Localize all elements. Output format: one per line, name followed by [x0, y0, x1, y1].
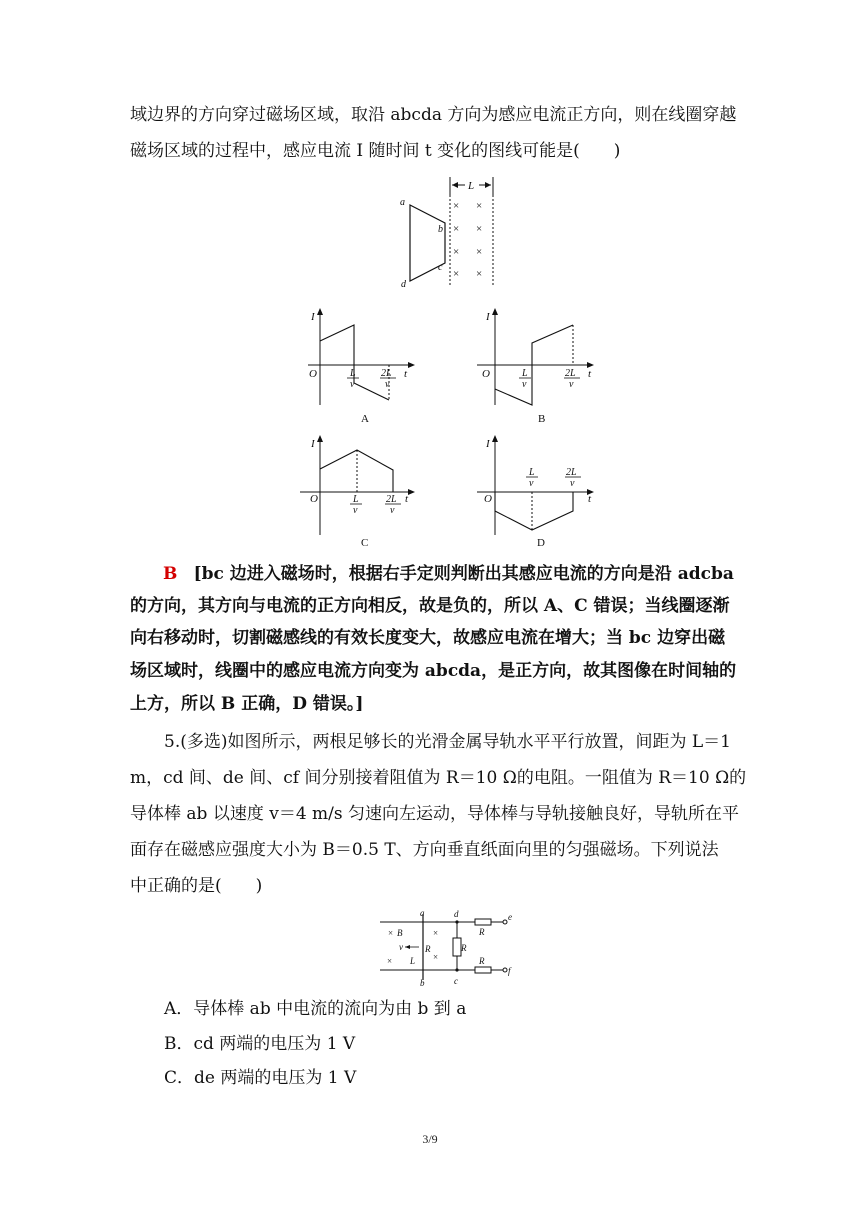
- tick-l-over-v-denom: v: [350, 379, 355, 390]
- q4-text-line-1: 域边界的方向穿过磁场区域，取沿 abcda 方向为感应电流正方向，则在线圈穿越: [130, 105, 737, 125]
- rail-circuit-figure: [375, 908, 525, 988]
- tick-2l-over-v: 2L: [565, 368, 576, 379]
- field-cross: ×: [433, 952, 439, 962]
- option-b: B．cd 两端的电压为 1 V: [164, 1034, 356, 1054]
- answer-4-line-1: [163, 562, 734, 586]
- field-cross: ×: [387, 956, 393, 966]
- axis-i-label: I: [311, 311, 315, 323]
- q5-line-1: 5.(多选)如图所示，两根足够长的光滑金属导轨水平平行放置，间距为 L＝1: [164, 732, 731, 752]
- velocity-label: v: [399, 942, 403, 952]
- page-number: 3/9: [422, 1132, 438, 1146]
- axis-t-label: t: [588, 493, 592, 505]
- rod-b-label: b: [420, 978, 425, 988]
- axis-t-label: t: [405, 493, 409, 505]
- axis-i-label: I: [311, 438, 315, 450]
- origin-label: O: [309, 368, 317, 380]
- tick-2l-over-v-denom: v: [390, 505, 395, 516]
- tick-l-over-v: L: [350, 368, 356, 379]
- vertex-a-label: a: [400, 197, 405, 208]
- graph-a-label: A: [361, 413, 369, 425]
- answer-4-line-2: 的方向，其方向与电流的正方向相反，故是负的，所以 A、C 错误；当线圈逐渐: [130, 596, 730, 616]
- q4-text-line-2: 磁场区域的过程中，感应电流 I 随时间 t 变化的图线可能是( ): [130, 141, 621, 161]
- q5-line-2: m，cd 间、de 间、cf 间分别接着阻值为 R＝10 Ω的电阻。一阻值为 R＝10 Ω的: [130, 768, 747, 788]
- field-cross: ×: [453, 223, 460, 235]
- origin-label: O: [484, 493, 492, 505]
- axis-i-label: I: [486, 438, 490, 450]
- tick-l-over-v: L: [353, 494, 359, 505]
- tick-2l-over-v: 2L: [566, 467, 577, 478]
- answer-4-line-5: 上方，所以 B 正确，D 错误。]: [130, 694, 364, 714]
- graph-a: [300, 305, 420, 415]
- answer-4-line-4: 场区域时，线圈中的感应电流方向变为 abcda，是正方向，故其图像在时间轴的: [130, 661, 737, 681]
- resistor-e-label: R: [479, 927, 485, 937]
- tick-l-over-v-denom: v: [529, 478, 534, 489]
- answer-4-letter: B: [163, 564, 178, 584]
- node-c-label: c: [454, 976, 458, 986]
- tick-l-over-v: L: [529, 467, 535, 478]
- tick-l-over-v: L: [522, 368, 528, 379]
- field-cross: ×: [388, 928, 394, 938]
- graph-c: [300, 432, 420, 537]
- rod-resistance-label: R: [425, 944, 431, 954]
- tick-2l-over-v-denom: v: [570, 478, 575, 489]
- tick-l-over-v-denom: v: [353, 505, 358, 516]
- field-cross: ×: [476, 223, 483, 235]
- tick-2l-over-v: 2L: [386, 494, 397, 505]
- tick-2l-over-v-denom: v: [569, 379, 574, 390]
- graph-d-label: D: [537, 537, 545, 549]
- field-cross: ×: [476, 268, 483, 280]
- graph-d: [475, 432, 600, 537]
- vertex-b-label: b: [438, 224, 443, 235]
- q5-line-5: 中正确的是( ): [130, 876, 263, 896]
- coil-field-figure: [395, 175, 505, 290]
- graph-c-label: C: [361, 537, 369, 549]
- field-cross: ×: [453, 200, 460, 212]
- field-cross: ×: [476, 200, 483, 212]
- tick-2l-over-v-denom: v: [385, 379, 390, 390]
- rod-a-label: a: [420, 908, 425, 918]
- tick-2l-over-v: 2L: [381, 368, 392, 379]
- origin-label: O: [310, 493, 318, 505]
- axis-i-label: I: [486, 311, 490, 323]
- tick-l-over-v-denom: v: [522, 379, 527, 390]
- axis-t-label: t: [404, 368, 408, 380]
- origin-label: O: [482, 368, 490, 380]
- option-a: A．导体棒 ab 中电流的流向为由 b 到 a: [164, 999, 467, 1019]
- terminal-e-label: e: [508, 912, 512, 922]
- terminal-f-label: f: [508, 966, 511, 976]
- field-cross: ×: [433, 928, 439, 938]
- graph-b-label: B: [538, 413, 546, 425]
- resistor-de-label: R: [461, 943, 467, 953]
- option-c: C．de 两端的电压为 1 V: [164, 1068, 357, 1088]
- axis-t-label: t: [588, 368, 592, 380]
- answer-4-text: [bc 边进入磁场时，根据右手定则判断出其感应电流的方向是沿 adcba: [193, 564, 734, 584]
- answer-4-line-3: 向右移动时，切割磁感线的有效长度变大，故感应电流在增大；当 bc 边穿出磁: [130, 628, 726, 648]
- vertex-d-label: d: [401, 279, 406, 290]
- field-cross: ×: [476, 246, 483, 258]
- graph-b: [475, 305, 600, 415]
- q5-line-4: 面存在磁感应强度大小为 B＝0.5 T、方向垂直纸面向里的匀强磁场。下列说法: [130, 840, 719, 860]
- rail-spacing-label: L: [410, 956, 416, 966]
- resistor-f-label: R: [479, 956, 485, 966]
- q5-line-3: 导体棒 ab 以速度 v＝4 m/s 匀速向左运动，导体棒与导轨接触良好，导轨所在平: [130, 804, 740, 824]
- field-cross: ×: [453, 246, 460, 258]
- vertex-c-label: c: [438, 262, 443, 273]
- node-d-label: d: [454, 909, 459, 919]
- field-width-label: L: [468, 180, 475, 192]
- field-cross: ×: [453, 268, 460, 280]
- field-b-label: B: [397, 928, 403, 938]
